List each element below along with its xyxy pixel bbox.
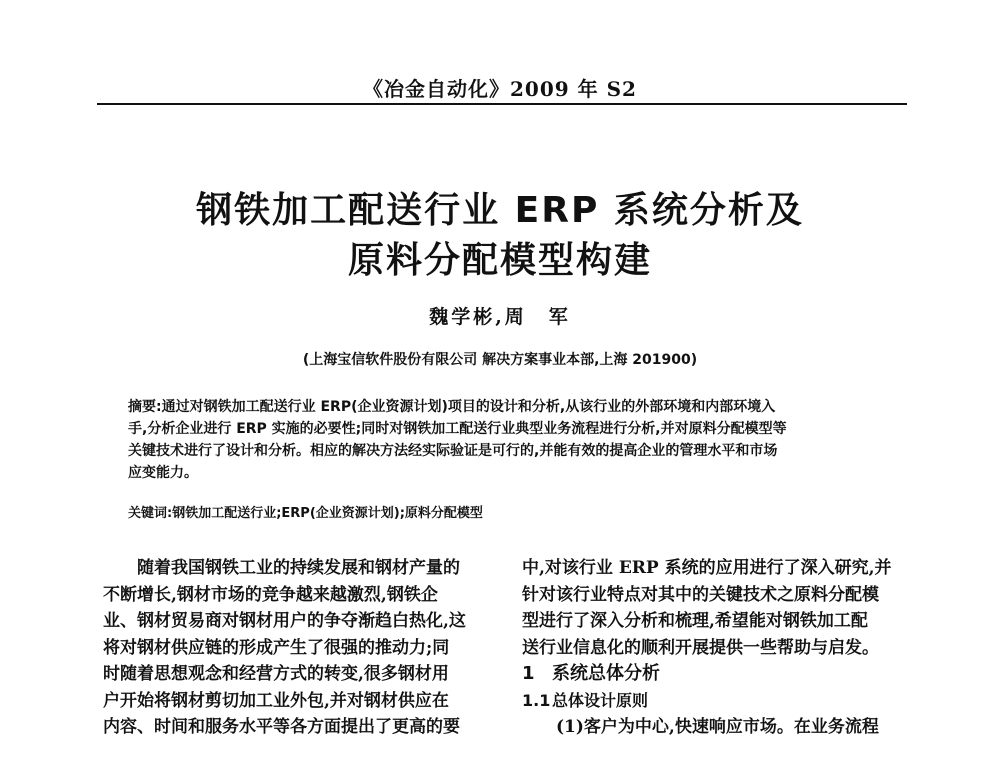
subsection-number: 1.1 — [522, 690, 551, 710]
body-line: 将对钢材供应链的形成产生了很强的推动力;同 — [103, 637, 450, 658]
body-line: 业、钢材贸易商对钢材用户的争夺渐趋白热化,这 — [103, 611, 466, 631]
body-column-left — [103, 555, 478, 741]
abstract-line: 摘要:通过对钢铁加工配送行业 ERP(企业资源计划)项目的设计和分析,从该行业的外部环境和内部环境入 — [128, 399, 776, 415]
abstract-line: 手,分析企业进行 ERP 实施的必要性;同时对钢铁加工配送行业典型业务流程进行分析,并对原料分配模型等 — [128, 421, 787, 437]
affiliation: (上海宝信软件股份有限公司 解决方案事业本部,上海 201900) — [302, 352, 698, 368]
section-number: 1 — [522, 663, 535, 684]
subsection-heading — [522, 688, 902, 715]
body-line: 内容、时间和服务水平等各方面提出了更高的要 — [103, 717, 460, 737]
body-line: 户开始将钢材剪切加工业外包,并对钢材供应在 — [103, 690, 449, 711]
section-title: 系统总体分析 — [552, 663, 660, 684]
body-line: 不断增长,钢材市场的竞争越来越激烈,钢铁企 — [103, 584, 438, 605]
body-line: 针对该行业特点对其中的关键技术之原料分配模 — [522, 584, 879, 605]
paper-title-line-1: 钢铁加工配送行业 ERP 系统分析及 — [196, 190, 804, 231]
abstract — [128, 396, 873, 484]
section-heading — [522, 661, 902, 688]
abstract-line: 应变能力。 — [128, 465, 198, 481]
body-line: 随着我国钢铁工业的持续发展和钢材产量的 — [137, 558, 460, 578]
journal-header: 《冶金自动化》2009 年 S2 — [363, 77, 637, 101]
body-line: 型进行了深入分析和梳理,希望能对钢铁加工配 — [522, 611, 868, 631]
body-line: 送行业信息化的顺利开展提供一些帮助与启发。 — [522, 637, 879, 658]
authors: 魏学彬,周 军 — [429, 306, 571, 328]
body-line: 时随着思想观念和经营方式的转变,很多钢材用 — [103, 664, 449, 684]
body-line: (1)客户为中心,快速响应市场。在业务流程 — [556, 717, 879, 737]
body-column-right — [522, 555, 902, 741]
subsection-title: 总体设计原则 — [552, 690, 649, 710]
header-rule — [97, 103, 907, 105]
keywords: 关键词:钢铁加工配送行业;ERP(企业资源计划);原料分配模型 — [128, 506, 483, 521]
abstract-line: 关键技术进行了设计和分析。相应的解决方法经实际验证是可行的,并能有效的提高企业的管理水平和市场 — [128, 443, 778, 459]
paper-title-line-2: 原料分配模型构建 — [347, 240, 652, 281]
body-line: 中,对该行业 ERP 系统的应用进行了深入研究,并 — [522, 558, 892, 578]
